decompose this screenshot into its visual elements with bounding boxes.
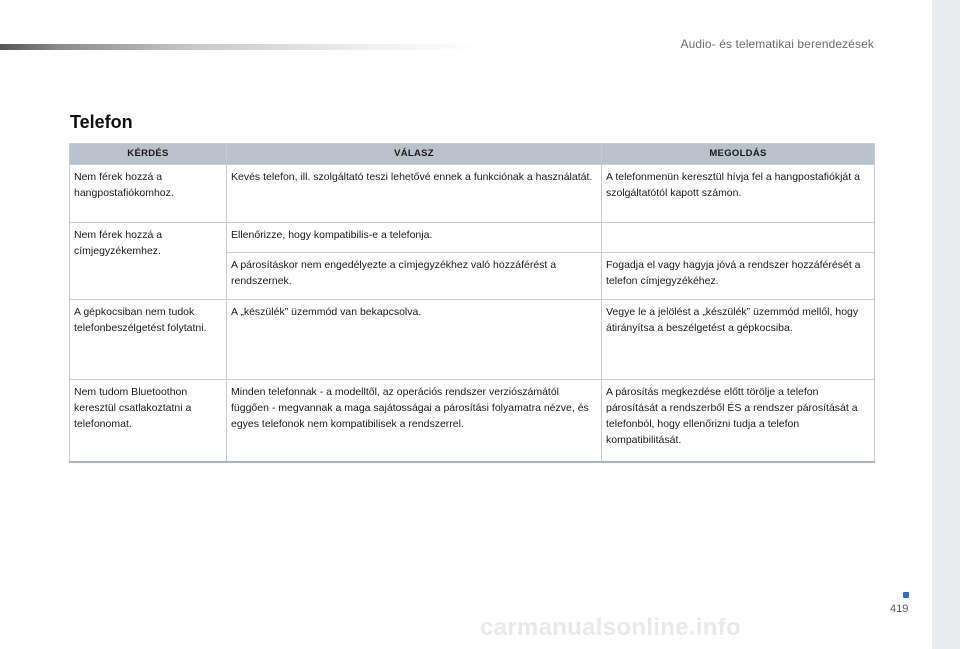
column-header-solution: MEGOLDÁS xyxy=(602,144,875,165)
question-cell: Nem férek hozzá a címjegyzékemhez. xyxy=(70,223,227,300)
answer-cell: Ellenőrizze, hogy kompatibilis-e a telefonja. xyxy=(227,223,602,253)
table-row xyxy=(70,300,875,380)
table-row xyxy=(70,380,875,462)
troubleshooting-table xyxy=(69,143,875,463)
answer-cell: A „készülék” üzemmód van bekapcsolva. xyxy=(227,300,602,380)
solution-cell: Fogadja el vagy hagyja jóvá a rendszer hozzáférését a telefon címjegyzékéhez. xyxy=(602,253,875,300)
page-title: Telefon xyxy=(70,112,133,132)
solution-cell xyxy=(602,223,875,253)
column-header-question: KÉRDÉS xyxy=(70,144,227,165)
solution-cell: A párosítás megkezdése előtt törölje a telefon párosítását a rendszerből ÉS a rendszer párosítását a telefonból, hogy ellenőrizni tudja a telefon kompatibilitását. xyxy=(602,380,875,462)
solution-cell: Vegye le a jelölést a „készülék” üzemmód mellől, hogy átirányítsa a beszélgetést a gépkocsiba. xyxy=(602,300,875,380)
question-cell: Nem férek hozzá a hangpostafiókomhoz. xyxy=(70,165,227,223)
table-row xyxy=(70,165,875,223)
section-header-title: Audio- és telematikai berendezések xyxy=(680,37,874,51)
answer-cell: Minden telefonnak - a modelltől, az operációs rendszer verziószámától függően - megvannak a maga sajátosságai a párosítási folyamatra nézve, és egyes telefonok nem kompatibilisek a rendszerrel. xyxy=(227,380,602,462)
answer-cell: Kevés telefon, ill. szolgáltató teszi lehetővé ennek a funkciónak a használatát. xyxy=(227,165,602,223)
answer-cell: A párosításkor nem engedélyezte a címjegyzékhez való hozzáférést a rendszernek. xyxy=(227,253,602,300)
page-side-strip xyxy=(932,0,960,649)
page-marker-icon xyxy=(903,592,909,598)
solution-cell: A telefonmenün keresztül hívja fel a hangpostafiókját a szolgáltatótól kapott számon. xyxy=(602,165,875,223)
question-cell: Nem tudom Bluetoothon keresztül csatlakoztatni a telefonomat. xyxy=(70,380,227,462)
header-gradient-bar xyxy=(0,44,480,50)
watermark: carmanualsonline.info xyxy=(480,614,742,641)
column-header-answer: VÁLASZ xyxy=(227,144,602,165)
page-number: 419 xyxy=(890,603,909,615)
question-cell: A gépkocsiban nem tudok telefonbeszélgetést folytatni. xyxy=(70,300,227,380)
table-header-row xyxy=(70,144,875,165)
table-row xyxy=(70,223,875,253)
